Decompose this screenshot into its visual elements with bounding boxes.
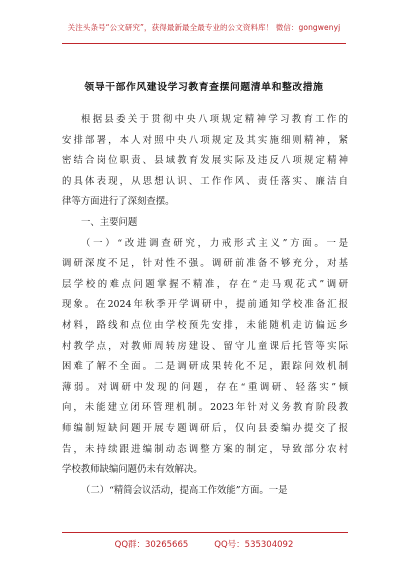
paragraph-first-line: 根据县委关于贯彻中央八项规定精神学习教育工作的 — [81, 114, 348, 125]
paragraph-line: 安排部署，本人对照中央八项规定及其实施细则精神，紧 — [62, 134, 348, 146]
paragraph-line: 律等方面进行了深刻查摆。 — [62, 196, 175, 208]
paragraph-line: 层学校的难点问题掌握不精准，存在“走马观花式”调研 — [62, 278, 348, 290]
document-body — [62, 110, 348, 501]
document-title: 领导干部作风建设学习教育查摆问题清单和整改措施 — [84, 82, 324, 93]
paragraph-line: 学校教师缺编问题仍未有效解决。 — [62, 464, 203, 476]
paragraph-line: 向，未能建立闭环管理机制。2023年针对义务教育阶段教 — [62, 402, 348, 414]
footer-qq-number: QQ号：535304092 — [214, 540, 294, 550]
paragraph-line: 困难了解不全面。二是调研成果转化不足，跟踪问效机制 — [62, 361, 348, 373]
paragraph-line: 告，未持续跟进编制动态调整方案的制定，导致部分农村 — [62, 443, 348, 455]
paragraph-line: 薄弱。对调研中发现的问题，存在“重调研、轻落实”倾 — [62, 381, 348, 393]
paragraph-line: 材料，路线和点位由学校预先安排，未能随机走访偏远乡 — [62, 319, 348, 331]
paragraph-line: 密结合岗位职责、县域教育发展实际及违反八项规定精神 — [62, 155, 348, 167]
paragraph-line: 现象。在2024年秋季开学调研中，提前通知学校准备汇报 — [62, 299, 348, 311]
footer-divider — [62, 532, 348, 533]
paragraph-line: 村教学点，对教师周转房建设、留守儿童课后托管等实际 — [62, 340, 348, 352]
paragraph-first-line: （一）“改进调查研究，力戒形式主义”方面。一是 — [81, 237, 348, 249]
header-banner: 关注头条号“公文研究”，获得最新最全最专业的公文资料库！ 微信：gongwenyj — [67, 23, 341, 32]
paragraph-line: 调研深度不足，针对性不强。调研前准备不够充分，对基 — [62, 258, 348, 270]
footer-contacts — [0, 538, 408, 550]
paragraph-line: 师编制短缺问题开展专题调研后，仅向县委编办提交了报 — [62, 422, 348, 434]
paragraph-line: 的具体表现，从思想认识、工作作风、责任落实、廉洁自 — [62, 175, 348, 187]
paragraph-first-line: 一、主要问题 — [81, 216, 138, 228]
paragraph-first-line: （二）“精简会议活动，提高工作效能”方面。一是 — [81, 484, 288, 496]
header-divider — [62, 43, 346, 44]
footer-qq-group: QQ群：30265665 — [114, 540, 189, 550]
